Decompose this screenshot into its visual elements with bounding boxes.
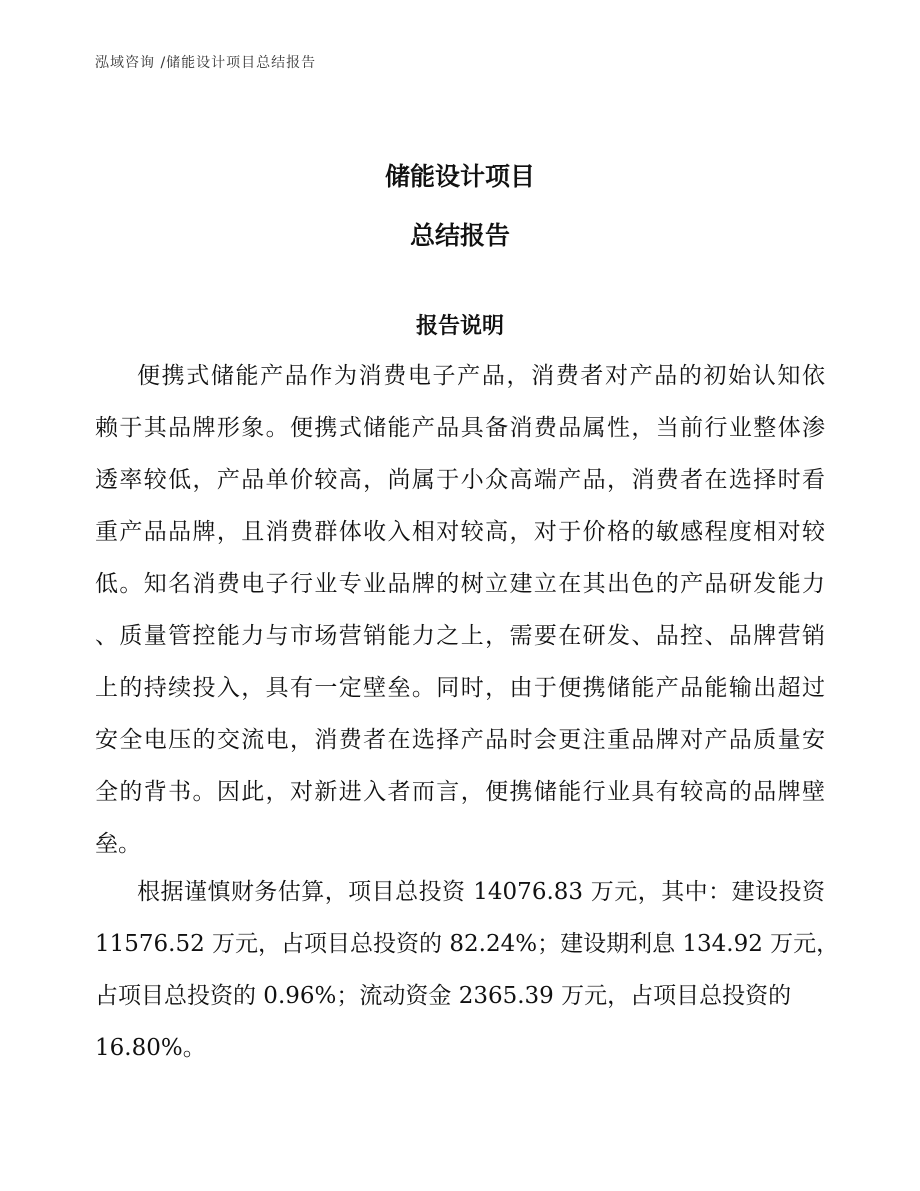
paragraph-report-description xyxy=(95,350,825,870)
text-line: 上的持续投入，具有一定壁垒。同时，由于便携储能产品能输出超过 xyxy=(95,675,825,701)
document-title: 储能设计项目 xyxy=(384,162,535,191)
text-line: 透率较低，产品单价较高，尚属于小众高端产品，消费者在选择时看 xyxy=(95,467,825,493)
document-subtitle: 总结报告 xyxy=(409,221,510,250)
text-line: 16.80%。 xyxy=(95,1035,206,1061)
text-line: 垒。 xyxy=(95,831,141,857)
page-header: 泓域咨询 /储能设计项目总结报告 xyxy=(95,55,317,71)
text-line: 安全电压的交流电，消费者在选择产品时会更注重品牌对产品质量安 xyxy=(95,727,825,753)
section-title: 报告说明 xyxy=(415,314,504,339)
text-line: 重产品品牌，且消费群体收入相对较高，对于价格的敏感程度相对较 xyxy=(95,519,825,545)
text-line: 根据谨慎财务估算，项目总投资 14076.83 万元，其中：建设投资 xyxy=(137,879,825,905)
text-line: 11576.52 万元，占项目总投资的 82.24%；建设期利息 134.92 万元， xyxy=(95,931,840,957)
text-line: 全的背书。因此，对新进入者而言，便携储能行业具有较高的品牌壁 xyxy=(95,779,825,805)
paragraph-investment xyxy=(95,866,840,1074)
text-line: 便携式储能产品作为消费电子产品，消费者对产品的初始认知依 xyxy=(137,363,825,389)
text-line: 低。知名消费电子行业专业品牌的树立建立在其出色的产品研发能力 xyxy=(95,571,825,597)
text-line: 占项目总投资的 0.96%；流动资金 2365.39 万元，占项目总投资的 xyxy=(95,983,792,1009)
text-line: 、质量管控能力与市场营销能力之上，需要在研发、品控、品牌营销 xyxy=(95,623,825,649)
text-line: 赖于其品牌形象。便携式储能产品具备消费品属性，当前行业整体渗 xyxy=(95,415,825,441)
